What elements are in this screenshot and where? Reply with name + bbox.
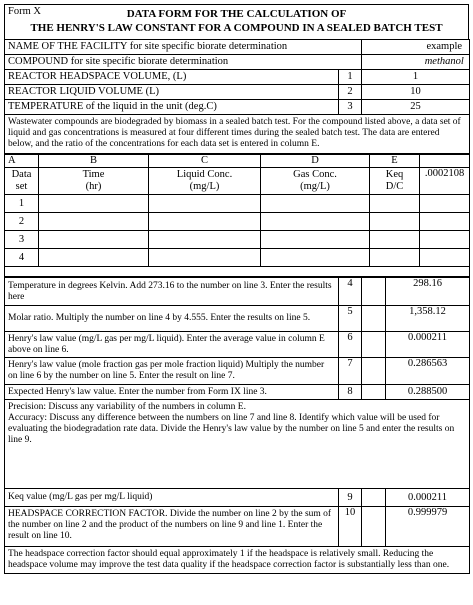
- headspace-correction-value[interactable]: 0.999979: [386, 507, 470, 547]
- footer-text: The headspace correction factor should equal approximately 1 if the headspace is relatively small. Reducing the headspace volume may improve the test data quality if the headspace correction factor is substantially less than one.: [5, 547, 470, 574]
- footer-row: [5, 547, 470, 574]
- headspace-volume-value[interactable]: 1: [362, 70, 470, 85]
- column-letter-row: [5, 155, 470, 168]
- discussion-cell: [5, 400, 470, 489]
- keq-cell[interactable]: [370, 249, 420, 267]
- extra-cell: [420, 213, 470, 231]
- temperature-value[interactable]: 25: [362, 100, 470, 115]
- keq-cell[interactable]: [370, 231, 420, 249]
- column-letter-c: C: [149, 155, 261, 168]
- time-cell[interactable]: [39, 213, 149, 231]
- calc-table: [4, 277, 470, 574]
- line-number: 4: [339, 278, 362, 306]
- calc-row-line7: [5, 358, 470, 385]
- liquid-conc-cell[interactable]: [149, 213, 261, 231]
- headspace-volume-line: 1: [339, 70, 362, 85]
- keq-value[interactable]: 0.000211: [386, 489, 470, 507]
- data-row-3: [5, 231, 470, 249]
- gas-conc-cell[interactable]: [261, 195, 370, 213]
- blank-cell: [362, 385, 386, 400]
- form-title-box: [4, 4, 469, 39]
- blank-cell: [362, 306, 386, 332]
- intro-row: [5, 115, 470, 154]
- data-table: [4, 154, 470, 277]
- keq-value-label: Keq value (mg/L gas per mg/L liquid): [5, 489, 339, 507]
- line-number: 10: [339, 507, 362, 547]
- data-row-4: [5, 249, 470, 267]
- compound-value[interactable]: methanol: [420, 55, 470, 70]
- line-number: 6: [339, 332, 362, 358]
- calc-row-line8: [5, 385, 470, 400]
- henrys-avg-text: Henry's law value (mg/L gas per mg/L liquid). Enter the average value in column E above on line 6.: [5, 332, 339, 358]
- column-letter-b: B: [39, 155, 149, 168]
- header-keq-value: .0002108: [420, 168, 470, 195]
- blank-cell: [362, 507, 386, 547]
- time-cell[interactable]: [39, 231, 149, 249]
- header-keq: Keq D/C: [370, 168, 420, 195]
- headspace-volume-row: [5, 70, 470, 85]
- blank-cell: [362, 358, 386, 385]
- form-number: Form X: [8, 6, 41, 17]
- column-letter-a: A: [5, 155, 39, 168]
- header-table: [4, 39, 470, 154]
- compound-label: COMPOUND for site specific biorate determination: [5, 55, 362, 70]
- column-letter-d: D: [261, 155, 370, 168]
- form-title-line2: THE HENRY'S LAW CONSTANT FOR A COMPOUND IN A SEALED BATCH TEST: [30, 22, 443, 34]
- extra-cell: [420, 231, 470, 249]
- compound-spacer: [362, 55, 420, 70]
- headspace-correction-text: HEADSPACE CORRECTION FACTOR. Divide the number on line 2 by the sum of the number on line 2 and the product of the numbers on line 9 and line 1. Enter the result on line 10.: [5, 507, 339, 547]
- extra-cell: [420, 249, 470, 267]
- molar-ratio-text: Molar ratio. Multiply the number on line 4 by 4.555. Enter the results on line 5.: [5, 306, 339, 332]
- header-liquid-conc: Liquid Conc. (mg/L): [149, 168, 261, 195]
- final-row-line10: [5, 507, 470, 547]
- henrys-avg-value[interactable]: 0.000211: [386, 332, 470, 358]
- form-title-line1: DATA FORM FOR THE CALCULATION OF: [126, 8, 347, 20]
- final-row-line9: [5, 489, 470, 507]
- facility-value[interactable]: example: [420, 40, 470, 55]
- keq-cell[interactable]: [370, 195, 420, 213]
- blank-cell: [362, 278, 386, 306]
- keq-cell[interactable]: [370, 213, 420, 231]
- calc-row-line6: [5, 332, 470, 358]
- liquid-volume-label: REACTOR LIQUID VOLUME (L): [5, 85, 339, 100]
- liquid-volume-value[interactable]: 10: [362, 85, 470, 100]
- discussion-row: [5, 400, 470, 489]
- line-number: 5: [339, 306, 362, 332]
- temperature-line: 3: [339, 100, 362, 115]
- liquid-conc-cell[interactable]: [149, 195, 261, 213]
- henrys-mole-text: Henry's law value (mole fraction gas per mole fraction liquid) Multiply the number on line 6 by the number on line 5. Enter the result on line 7.: [5, 358, 339, 385]
- blank-cell: [362, 489, 386, 507]
- temperature-label: TEMPERATURE of the liquid in the unit (deg.C): [5, 100, 339, 115]
- time-cell[interactable]: [39, 249, 149, 267]
- time-cell[interactable]: [39, 195, 149, 213]
- data-row-1: [5, 195, 470, 213]
- line-number: 9: [339, 489, 362, 507]
- kelvin-text: Temperature in degrees Kelvin. Add 273.16 to the number on line 3. Enter the results here: [5, 278, 339, 306]
- data-set-number: 4: [5, 249, 39, 267]
- calc-row-line4: [5, 278, 470, 306]
- henrys-mole-value[interactable]: 0.286563: [386, 358, 470, 385]
- liquid-volume-row: [5, 85, 470, 100]
- gas-conc-cell[interactable]: [261, 249, 370, 267]
- header-time: Time (hr): [39, 168, 149, 195]
- column-letter-blank: [420, 155, 470, 168]
- data-set-number: 2: [5, 213, 39, 231]
- extra-cell: [420, 195, 470, 213]
- gas-conc-cell[interactable]: [261, 231, 370, 249]
- facility-row: [5, 40, 470, 55]
- accuracy-text: Accuracy: Discuss any difference between the numbers on line 7 and line 8. Identify which value will be used for evaluating the biodegradation rate data. Divide the Henry's law value by the number on line 5 and enter the results on line 9.: [8, 413, 455, 445]
- kelvin-value[interactable]: 298.16: [386, 278, 470, 306]
- intro-text: Wastewater compounds are biodegraded by biomass in a sealed batch test. For the compound listed above, a data set of liquid and gas concentrations is measured at four different times during the sealed batch test. The data are entered below, and the ratio of the concentrations for each data set is entered in column E.: [5, 115, 470, 154]
- liquid-conc-cell[interactable]: [149, 249, 261, 267]
- data-set-number: 3: [5, 231, 39, 249]
- blank-cell: [362, 332, 386, 358]
- expected-henrys-value[interactable]: 0.288500: [386, 385, 470, 400]
- compound-row: [5, 55, 470, 70]
- line-number: 7: [339, 358, 362, 385]
- facility-label: NAME OF THE FACILITY for site specific biorate determination: [5, 40, 362, 55]
- molar-ratio-value[interactable]: 1,358.12: [386, 306, 470, 332]
- headspace-volume-label: REACTOR HEADSPACE VOLUME, (L): [5, 70, 339, 85]
- header-gas-conc: Gas Conc. (mg/L): [261, 168, 370, 195]
- gas-conc-cell[interactable]: [261, 213, 370, 231]
- data-row-2: [5, 213, 470, 231]
- header-data-set: Data set: [5, 168, 39, 195]
- column-header-row: [5, 168, 470, 195]
- precision-text: Precision: Discuss any variability of the numbers in column E.: [8, 402, 246, 412]
- spacer-cell: [5, 267, 470, 277]
- line-number: 8: [339, 385, 362, 400]
- facility-spacer: [362, 40, 420, 55]
- column-letter-e: E: [370, 155, 420, 168]
- liquid-volume-line: 2: [339, 85, 362, 100]
- data-set-number: 1: [5, 195, 39, 213]
- expected-henrys-text: Expected Henry's law value. Enter the number from Form IX line 3.: [5, 385, 339, 400]
- calc-row-line5: [5, 306, 470, 332]
- temperature-row: [5, 100, 470, 115]
- liquid-conc-cell[interactable]: [149, 231, 261, 249]
- data-table-spacer: [5, 267, 470, 277]
